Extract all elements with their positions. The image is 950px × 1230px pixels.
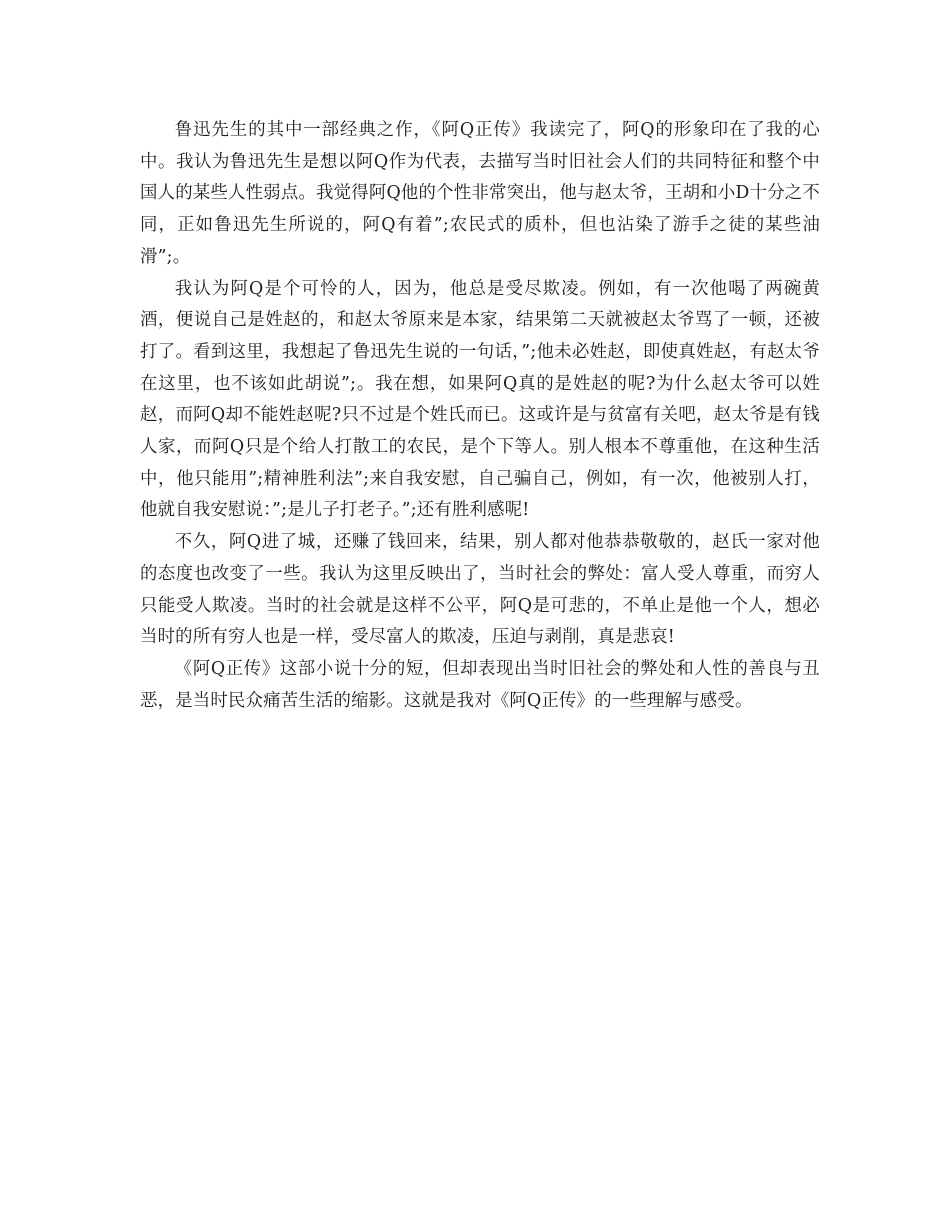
paragraph-3: 不久，阿Q进了城，还赚了钱回来，结果，别人都对他恭恭敬敬的，赵氏一家对他的态度也改变了一些。我认为这里反映出了，当时社会的弊处：富人受人尊重，而穷人只能受人欺凌。当时的社会就是这样不公平，阿Q是可悲的，不单止是他一个人，想必当时的所有穷人也是一样，受尽富人的欺凌，压迫与剥削，真是悲哀! (140, 532, 820, 648)
paragraph-4: 《阿Q正传》这部小说十分的短，但却表现出当时旧社会的弊处和人性的善良与丑恶，是当时民众痛苦生活的缩影。这就是我对《阿Q正传》的一些理解与感受。 (140, 658, 820, 711)
paragraph-1: 鲁迅先生的其中一部经典之作，《阿Q正传》我读完了，阿Q的形象印在了我的心中。我认为鲁迅先生是想以阿Q作为代表，去描写当时旧社会人们的共同特征和整个中国人的某些人性弱点。我觉得阿Q他的个性非常突出，他与赵太爷，王胡和小D十分之不同，正如鲁迅先生所说的，阿Q有着”;农民式的质朴，但也沾染了游手之徒的某些油滑”;。 (140, 120, 820, 267)
essay-body (140, 115, 820, 717)
paragraph-2: 我认为阿Q是个可怜的人，因为，他总是受尽欺凌。例如，有一次他喝了两碗黄酒，便说自己是姓赵的，和赵太爷原来是本家，结果第二天就被赵太爷骂了一顿，还被打了。看到这里，我想起了鲁迅先生说的一句话，”;他未必姓赵，即使真姓赵，有赵太爷在这里，也不该如此胡说”;。我在想，如果阿Q真的是姓赵的呢?为什么赵太爷可以姓赵，而阿Q却不能姓赵呢?只不过是个姓氏而已。这或许是与贫富有关吧，赵太爷是有钱人家，而阿Q只是个给人打散工的农民，是个下等人。别人根本不尊重他，在这种生活中，他只能用”;精神胜利法”;来自我安慰，自己骗自己，例如，有一次，他被别人打，他就自我安慰说：”;是儿子打老子。”;还有胜利感呢! (140, 278, 820, 521)
